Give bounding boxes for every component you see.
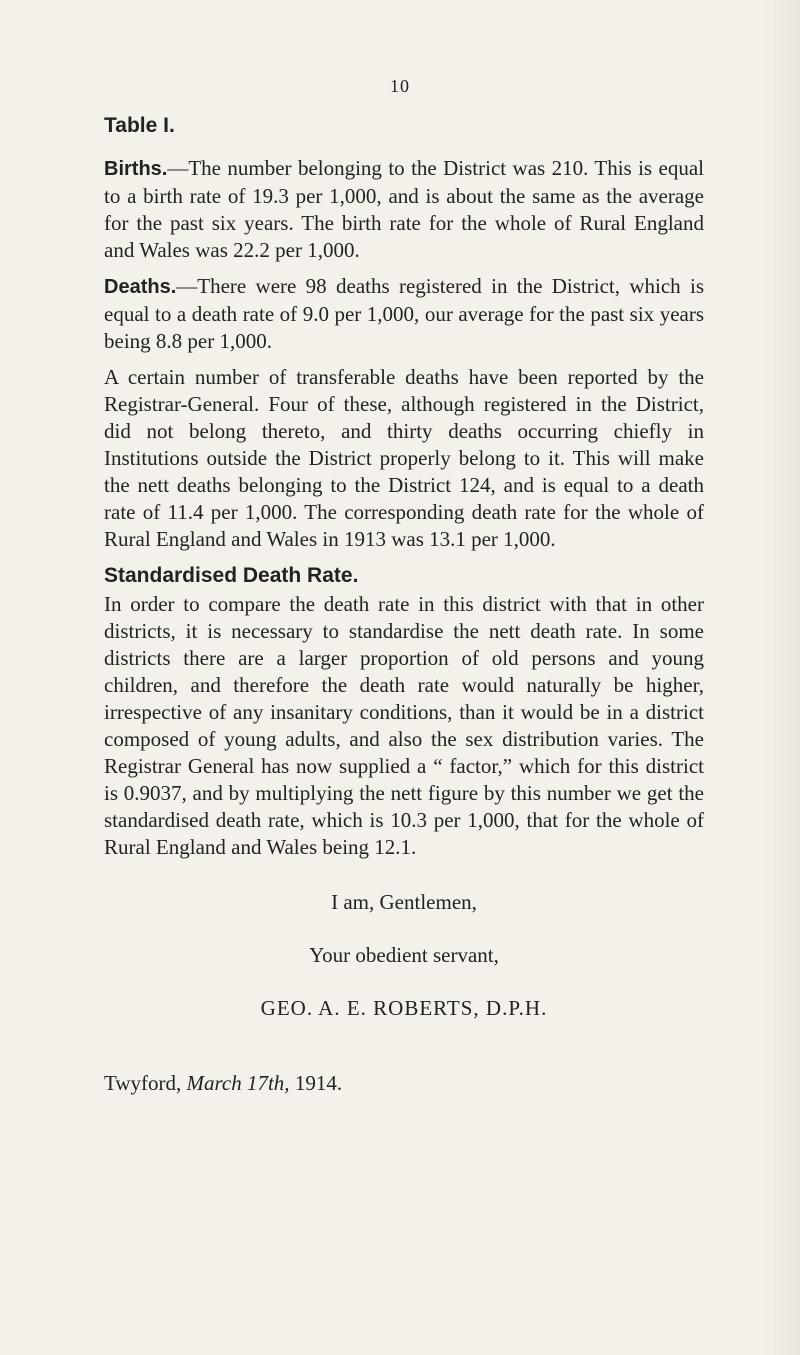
place: Twyford, <box>104 1071 182 1095</box>
deaths-text: —There were 98 deaths registered in the District, which is equal to a death rate of 9.0 per 1,000, our average for the past six years being 8.8 per 1,000. <box>104 274 704 353</box>
closing-block <box>104 889 704 1022</box>
deaths-paragraph <box>104 273 704 355</box>
document-body <box>104 112 704 1097</box>
births-paragraph <box>104 155 704 264</box>
standardised-death-rate-title: Standardised Death Rate. <box>104 564 359 587</box>
standardised-paragraph: In order to compare the death rate in this district with that in other districts, it is necessary to standardise the nett death rate. In some districts there are a larger proportion of old persons and young children, and therefore the death rate would naturally be higher, irrespective of any insanitary conditions, than it would be in a district composed of young adults, and also the sex distribution varies. The Registrar General has now supplied a “ factor,” which for this district is 0.9037, and by multiplying the nett figure by this number we get the standardised death rate, which is 10.3 per 1,000, that for the whole of Rural England and Wales being 12.1. <box>104 592 704 859</box>
valediction: Your obedient servant, <box>309 943 499 967</box>
year: 1914. <box>294 1071 343 1095</box>
signature: GEO. A. E. ROBERTS, D.P.H. <box>260 996 548 1020</box>
page-number: 10 <box>390 76 410 96</box>
page-edge-shading <box>760 0 800 1355</box>
deaths-heading: Deaths. <box>104 276 177 298</box>
births-heading: Births. <box>104 158 168 180</box>
place-date <box>104 1070 704 1097</box>
salutation: I am, Gentlemen, <box>331 890 477 914</box>
births-text: —The number belonging to the District was 210. This is equal to a birth rate of 19.3 per 1,000, and is about the same as the average for the past six years. The birth rate for the whole of Rural England and Wales was 22.2 per 1,000. <box>104 156 704 262</box>
table-title: Table I. <box>104 114 175 137</box>
transferable-deaths-paragraph: A certain number of transferable deaths have been reported by the Registrar-General. Four of these, although registered in the District, did not belong thereto, and thirty deaths occurring chiefly in Institutions outside the District properly belong to it. This will make the nett deaths belonging to the District 124, and is equal to a death rate of 11.4 per 1,000. The corresponding death rate for the whole of Rural England and Wales in 1913 was 13.1 per 1,000. <box>104 365 704 551</box>
date: March 17th, <box>186 1071 290 1095</box>
